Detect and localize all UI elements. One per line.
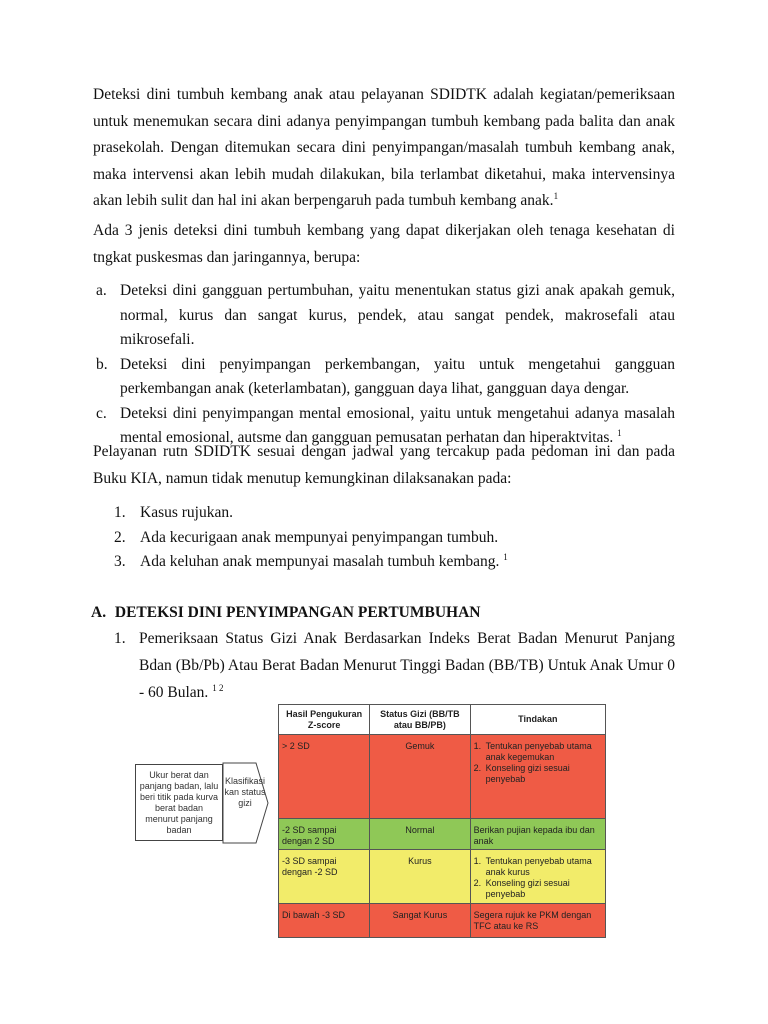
section-title: DETEKSI DINI PENYIMPANGAN PERTUMBUHAN [114, 604, 481, 621]
header-hasil: Hasil Pengukuran Z-score [279, 705, 370, 735]
section-heading [91, 603, 480, 623]
list-item-text: Ada kecurigaan anak mempunyai penyimpangan tumbuh. [140, 528, 499, 546]
footnote-ref: 1 [553, 190, 559, 201]
klasifikasi-label: Klasifikasi kan status gizi [224, 776, 266, 808]
list-item [114, 625, 675, 706]
cell-status: Kurus [370, 850, 470, 904]
header-status: Status Gizi (BB/TB atau BB/PB) [370, 705, 470, 735]
footnote-ref: 1 [503, 551, 508, 562]
list-item [114, 501, 654, 526]
intro-paragraph [93, 82, 675, 215]
cell-status: Gemuk [370, 735, 470, 819]
list-item-text: Deteksi dini penyimpangan mental emosional, yaitu untuk mengetahui adanya masalah mental emosional, autsme dan gangguan pemusatan perhatan dan hiperaktvitas. [120, 404, 675, 446]
ada-paragraph: Ada 3 jenis deteksi dini tumbuh kembang yang dapat dikerjakan oleh tenaga kesehatan di tngkat puskesmas dan jaringannya, berupa: [93, 222, 675, 266]
table-row [279, 819, 606, 850]
tindakan-item: 1. Tentukan penyebab utama anak kurus [473, 856, 592, 877]
table-row [279, 904, 606, 938]
deteksi-list [93, 279, 675, 451]
footnote-ref: 1 [617, 427, 622, 438]
pemeriksaan-list [114, 625, 675, 706]
footnote-ref: 1 2 [212, 682, 224, 693]
list-item-text: Deteksi dini penyimpangan perkembangan, yaitu untuk mengetahui gangguan perkembangan anak (keterlambatan), gangguan daya lihat, gangguan daya dengar. [120, 355, 675, 397]
measure-box [135, 764, 223, 841]
cell-hasil: > 2 SD [279, 735, 370, 819]
list-marker: c. [96, 404, 107, 422]
list-item-text: Pemeriksaan Status Gizi Anak Berdasarkan Indeks Berat Badan Menurut Panjang Bdan (Bb/Pb) Atau Berat Badan Menurut Tinggi Badan (BB/TB) Untuk Anak Umur 0 - 60 Bulan. [139, 630, 675, 701]
table-header-row [279, 705, 606, 735]
tindakan-item: 2. Konseling gizi sesuai penyebab [473, 878, 570, 899]
kasus-list [114, 501, 654, 575]
list-marker: 1. [114, 504, 126, 521]
list-item [114, 550, 654, 575]
list-marker: a. [96, 282, 107, 299]
table-row [279, 850, 606, 904]
cell-hasil: -2 SD sampai dengan 2 SD [279, 819, 370, 850]
section-marker: A. [91, 604, 107, 621]
intro-text: Deteksi dini tumbuh kembang anak atau pelayanan SDIDTK adalah kegiatan/pemeriksaan untuk menemukan secara dini adanya penyimpangan tumbuh kembang pada balita dan anak prasekolah. Dengan ditemukan secara dini penyimpangan/masalah tumbuh kembang anak, maka intervensi akan lebih mudah dilakukan, bila terlambat diketahui, maka intervensinya akan lebih sulit dan hal ini akan berpengaruh pada tumbuh kembang anak. [93, 86, 675, 209]
cell-tindakan [470, 850, 605, 904]
list-item-text: Kasus rujukan. [140, 504, 233, 521]
list-item-text: Deteksi dini gangguan pertumbuhan, yaitu menentukan status gizi anak apakah gemuk, normal, kurus dan sangat kurus, pendek, atau sangat pendek, makrosefali atau mikrosefali. [120, 282, 675, 348]
cell-tindakan: Berikan pujian kepada ibu dan anak [470, 819, 605, 850]
list-item [93, 353, 675, 402]
table-row [279, 735, 606, 819]
measure-box-text: Ukur berat dan panjang badan, lalu beri titik pada kurva berat badan menurut panjang badan [139, 769, 219, 835]
cell-status: Sangat Kurus [370, 904, 470, 938]
cell-hasil: Di bawah -3 SD [279, 904, 370, 938]
cell-status: Normal [370, 819, 470, 850]
tindakan-item: 1. Tentukan penyebab utama anak kegemukan [473, 741, 592, 762]
list-marker: 3. [114, 553, 126, 570]
cell-hasil: -3 SD sampai dengan -2 SD [279, 850, 370, 904]
cell-tindakan [470, 735, 605, 819]
list-marker: 2. [114, 528, 126, 546]
pelayanan-paragraph: Pelayanan rutn SDIDTK sesuai dengan jadwal yang tercakup pada pedoman ini dan pada Buku KIA, namun tidak menutup kemungkinan dilaksanakan pada: [93, 443, 675, 487]
header-tindakan: Tindakan [470, 705, 605, 735]
list-item [93, 279, 675, 353]
cell-tindakan: Segera rujuk ke PKM dengan TFC atau ke RS [470, 904, 605, 938]
list-item [114, 526, 654, 551]
zscore-table [278, 704, 606, 938]
tindakan-item: 2. Konseling gizi sesuai penyebab [473, 763, 570, 784]
list-marker: b. [96, 355, 108, 373]
list-marker: 1. [114, 630, 126, 647]
list-item-text: Ada keluhan anak mempunyai masalah tumbuh kembang. [140, 553, 500, 570]
